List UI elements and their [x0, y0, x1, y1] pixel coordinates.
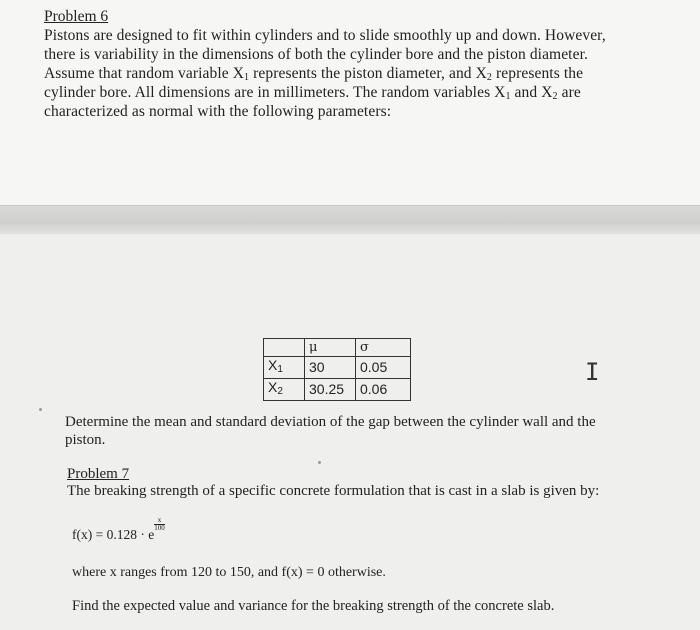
table-cell-sigma: 0.05 [356, 357, 411, 379]
problem6-line-5: characterized as normal with the following parameters: [44, 103, 392, 120]
table-cell-mu: 30.25 [305, 379, 356, 401]
density-formula: f(x) = 0.128 · e $\frac{x}{100}$ [72, 516, 165, 542]
problem7-heading: Problem 7 [67, 466, 130, 482]
table-header-blank [264, 339, 305, 357]
table-cell-var: $X_1$ [264, 357, 305, 379]
table-header-row [264, 339, 411, 357]
problem7-intro: The breaking strength of a specific concrete formulation that is cast in a slab is given by: [67, 483, 600, 499]
table-cell-mu: 30 [305, 357, 356, 379]
problem6-line-2: there is variability in the dimensions of both the cylinder bore and the piston diameter. [44, 46, 588, 63]
problem6-line-1: Pistons are designed to fit within cylinders and to slide smoothly up and down. However, [44, 27, 606, 44]
table-cell-var: $X_2$ [264, 379, 305, 401]
page-mark-dot [318, 461, 321, 464]
parameter-table [263, 338, 411, 401]
problem6-question-line-1: Determine the mean and standard deviation of the gap between the cylinder wall and the [65, 414, 596, 430]
problem6-line-3: Assume that random variable $X_1$ represents the piston diameter, and $X_2$ represents the [44, 65, 584, 83]
formula-exponent: $\frac{x}{100}$ [154, 516, 165, 532]
text-cursor-icon: I [585, 358, 600, 386]
table-header-mu: μ [305, 339, 356, 357]
table-cell-sigma: 0.06 [356, 379, 411, 401]
page-mark-dot [39, 408, 42, 411]
table-row [264, 357, 411, 379]
problem7-task: Find the expected value and variance for the breaking strength of the concrete slab. [72, 598, 555, 614]
problem6-heading: Problem 6 [44, 8, 109, 25]
problem6-question-line-2: piston. [65, 432, 106, 448]
problem6-line-4: cylinder bore. All dimensions are in millimeters. The random variables $X_1$ and $X_2$ are [44, 84, 581, 102]
page-separator-band [0, 205, 700, 235]
table-row [264, 379, 411, 401]
table-header-sigma: σ [356, 339, 411, 357]
problem7-range-line: where x ranges from 120 to 150, and f(x) = 0 otherwise. [72, 565, 386, 580]
